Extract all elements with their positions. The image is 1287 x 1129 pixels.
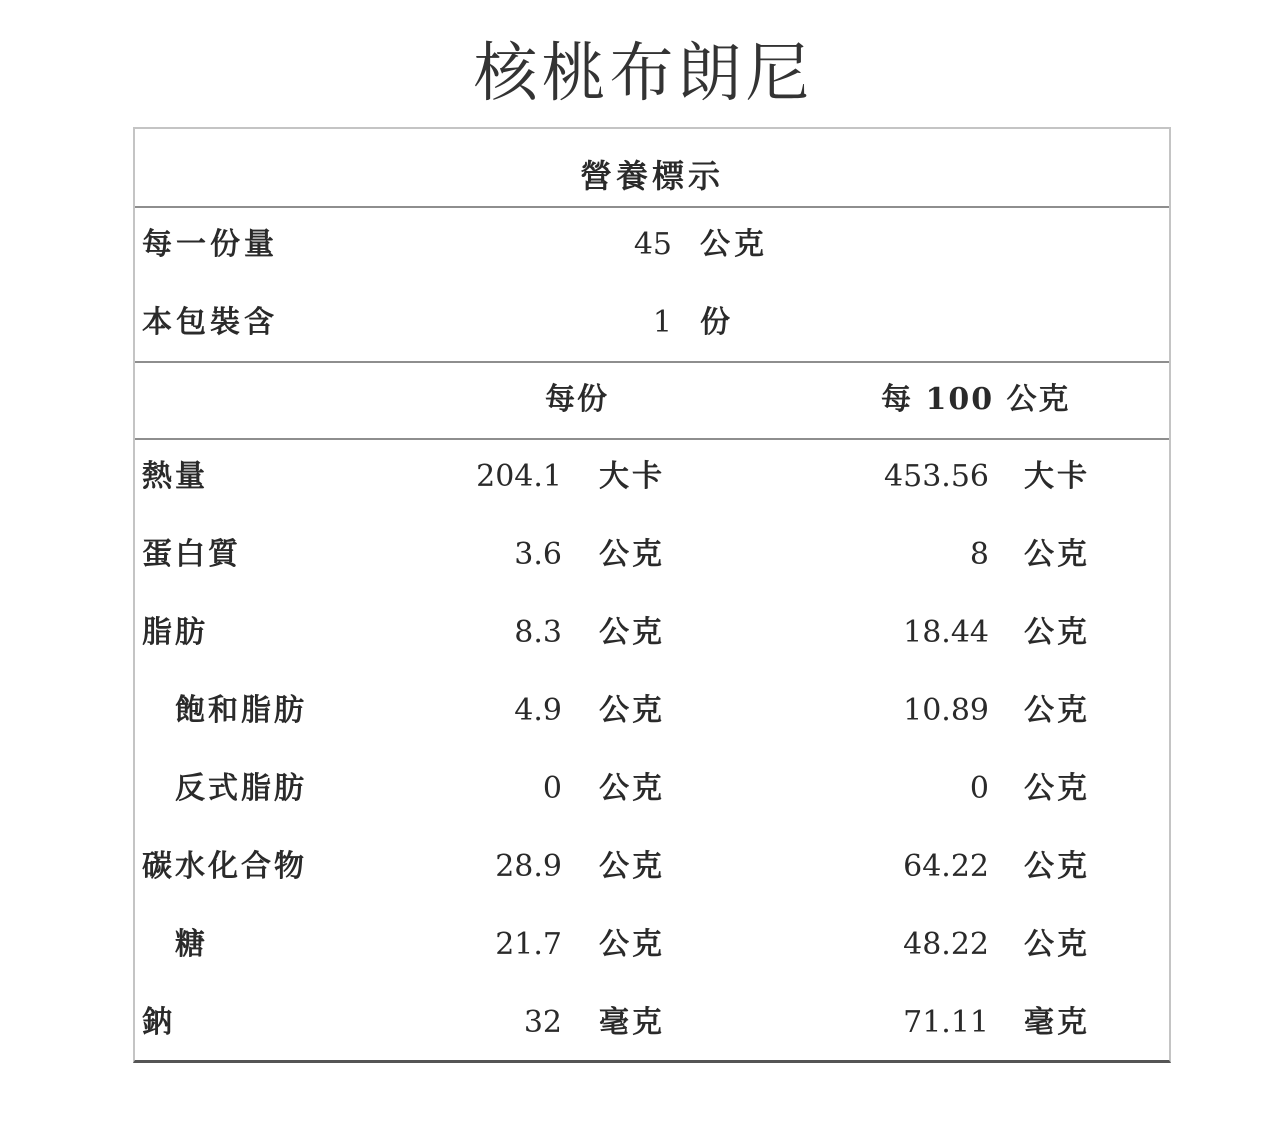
serving-size-label: 每一份量 xyxy=(142,227,278,262)
nutrient-name: 脂肪 xyxy=(142,615,208,650)
page-title: 核桃布朗尼 xyxy=(473,37,814,111)
per-serving-unit: 公克 xyxy=(599,615,665,650)
nutrient-name: 蛋白質 xyxy=(142,537,241,572)
per-serving-unit: 公克 xyxy=(599,849,665,884)
divider xyxy=(135,206,1169,208)
per-100g-unit: 公克 xyxy=(1024,693,1090,728)
per-100g-value: 10.89 xyxy=(903,693,989,728)
per-serving-unit: 公克 xyxy=(599,771,665,806)
nutrient-name: 反式脂肪 xyxy=(175,771,307,806)
nutrition-label xyxy=(133,127,1171,1063)
per-serving-unit: 公克 xyxy=(599,927,665,962)
per-serving-value: 4.9 xyxy=(514,693,562,728)
nutrient-name: 糖 xyxy=(175,927,208,962)
per-serving-unit: 公克 xyxy=(599,537,665,572)
label-header: 營養標示 xyxy=(579,157,724,195)
per-100g-value: 8 xyxy=(969,537,989,572)
servings-per-pack-value: 1 xyxy=(652,305,672,340)
per-100g-unit: 公克 xyxy=(1024,615,1090,650)
column-per-100g: 每 100 公克 xyxy=(881,382,1071,417)
per-serving-value: 3.6 xyxy=(514,537,562,572)
servings-per-pack-label: 本包裝含 xyxy=(142,305,278,340)
per-serving-unit: 公克 xyxy=(599,693,665,728)
per-serving-value: 32 xyxy=(523,1005,562,1040)
per-100g-unit: 公克 xyxy=(1024,927,1090,962)
divider xyxy=(135,361,1169,363)
serving-size-unit: 公克 xyxy=(700,227,768,262)
per-100g-value: 18.44 xyxy=(903,615,989,650)
per-100g-unit: 公克 xyxy=(1024,849,1090,884)
per-100g-value: 453.56 xyxy=(884,459,989,494)
nutrient-name: 飽和脂肪 xyxy=(175,693,307,728)
nutrient-name: 碳水化合物 xyxy=(142,849,307,884)
per-serving-value: 21.7 xyxy=(495,927,562,962)
per-serving-value: 0 xyxy=(542,771,562,806)
per-100g-value: 0 xyxy=(969,771,989,806)
per-serving-value: 204.1 xyxy=(476,459,562,494)
per-100g-value: 71.11 xyxy=(903,1005,989,1040)
per-serving-value: 8.3 xyxy=(514,615,562,650)
divider xyxy=(135,438,1169,440)
column-per-serving: 每份 xyxy=(545,382,609,417)
per-serving-value: 28.9 xyxy=(495,849,562,884)
servings-per-pack-unit: 份 xyxy=(700,305,730,340)
nutrient-name: 鈉 xyxy=(142,1005,175,1040)
serving-size-value: 45 xyxy=(633,227,672,262)
per-100g-unit: 公克 xyxy=(1024,537,1090,572)
per-serving-unit: 毫克 xyxy=(599,1005,665,1040)
per-100g-value: 64.22 xyxy=(903,849,989,884)
nutrient-name: 熱量 xyxy=(142,459,208,494)
per-serving-unit: 大卡 xyxy=(599,459,665,494)
per-100g-unit: 毫克 xyxy=(1024,1005,1090,1040)
per-100g-unit: 大卡 xyxy=(1024,459,1090,494)
per-100g-value: 48.22 xyxy=(903,927,989,962)
per-100g-unit: 公克 xyxy=(1024,771,1090,806)
